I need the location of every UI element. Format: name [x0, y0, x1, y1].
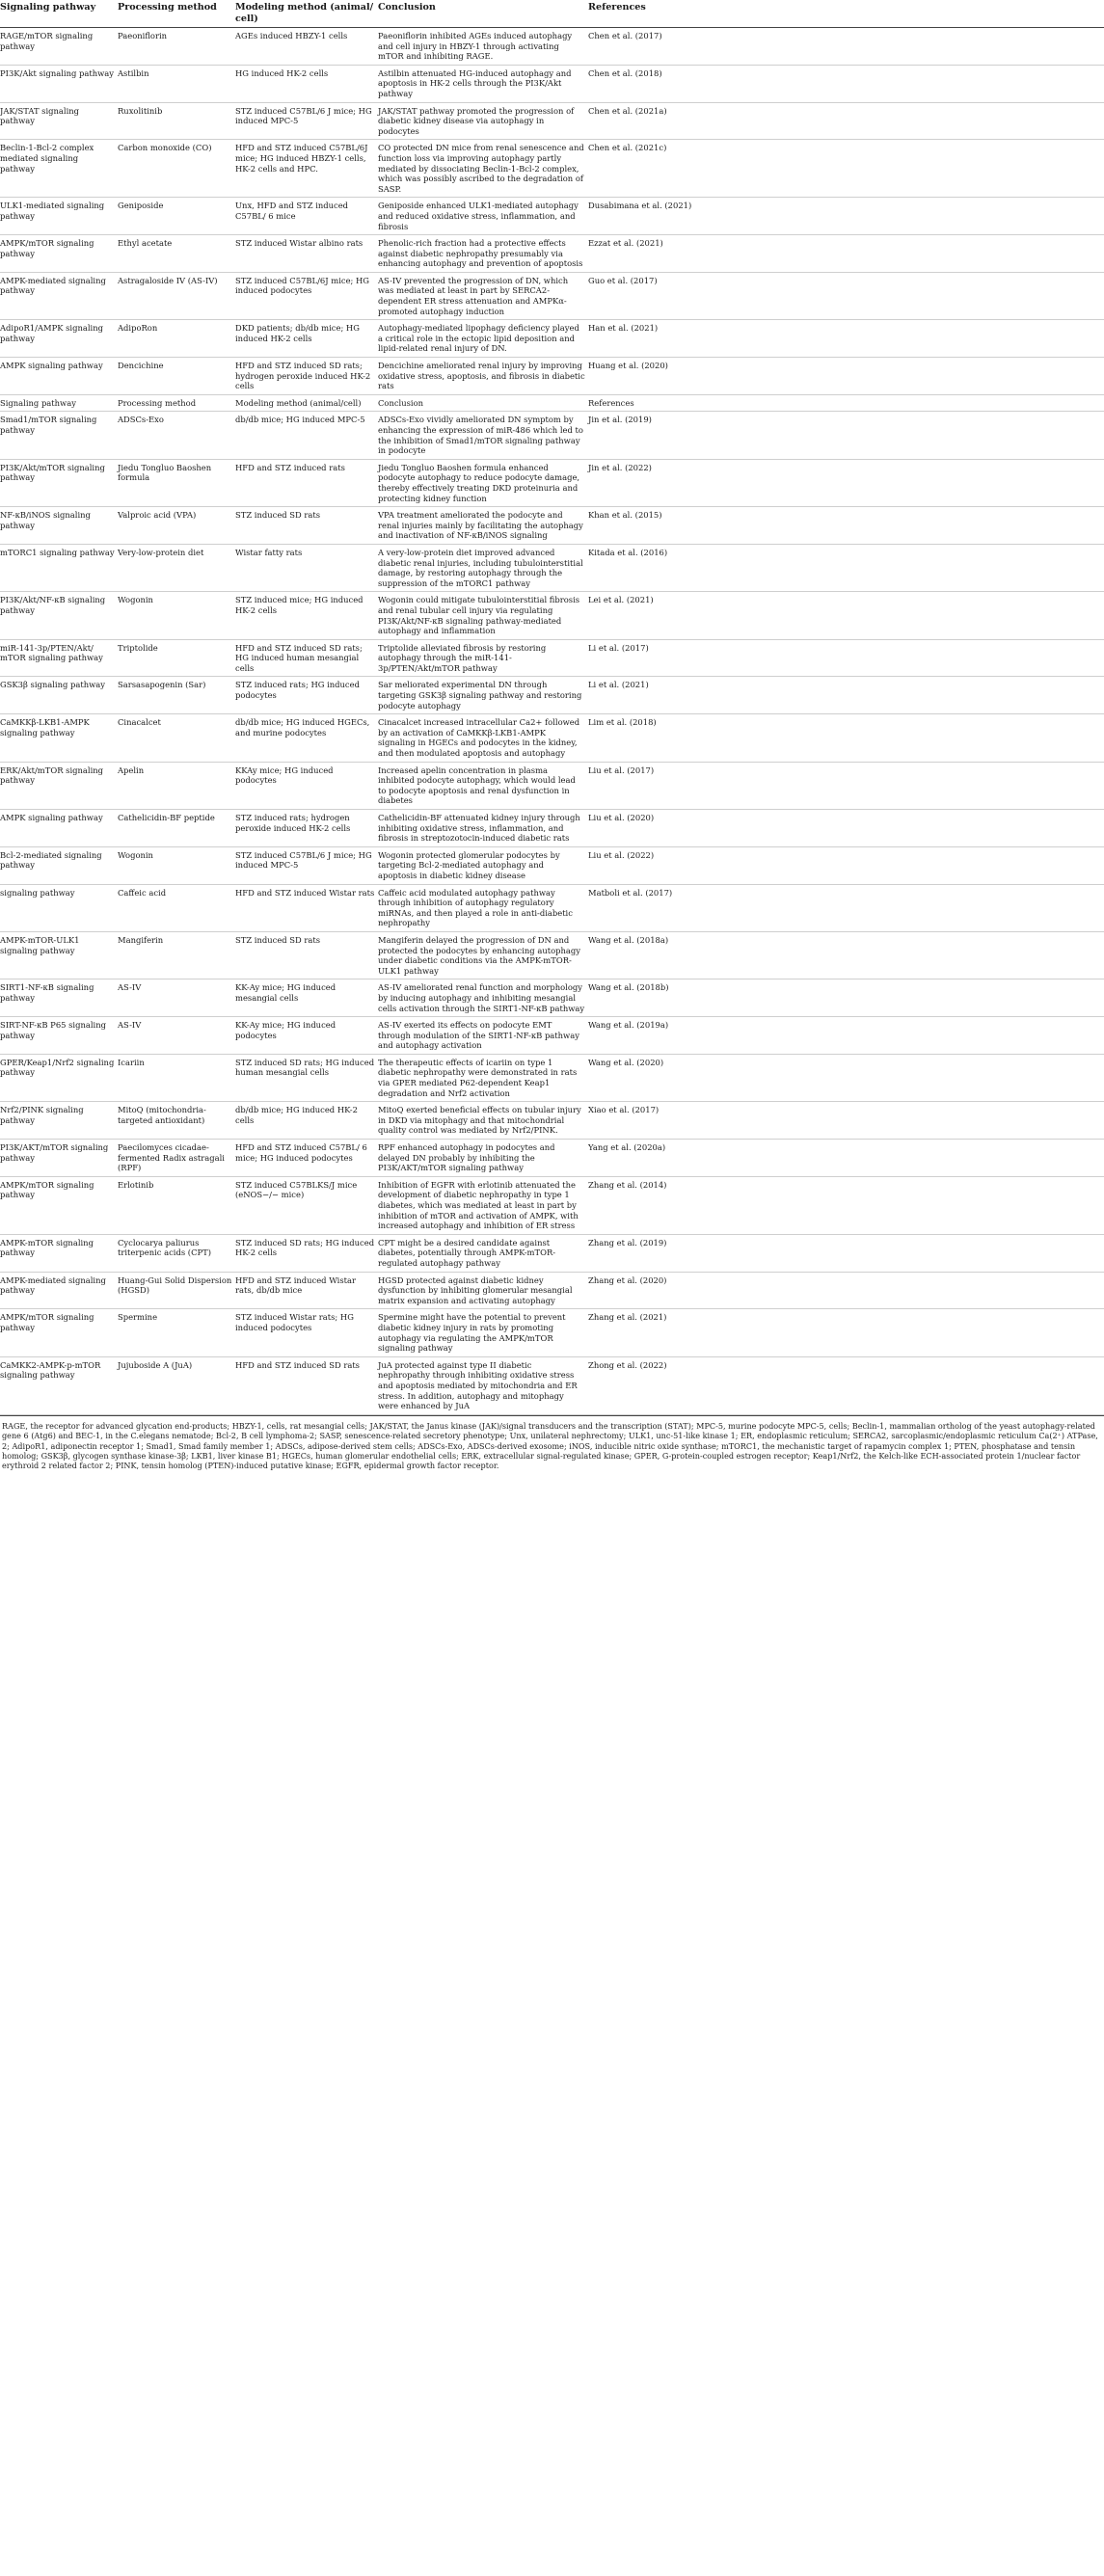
cell-signaling-pathway: AMPK/mTOR signaling pathway: [0, 1179, 94, 1200]
cell-reference: Wang et al. (2018a): [588, 934, 669, 945]
cell-signaling-pathway: Beclin-1-Bcl-2 complex mediated signaling pathway: [0, 143, 94, 174]
cell-processing-method: Caffeic acid: [118, 887, 167, 898]
cell-conclusion: The therapeutic effects of icariin on type 1 diabetic nephropathy were demonstrated in rats via GPER mediated P62-dependent Keap1 degradation and Nrf2 activation: [378, 1057, 578, 1098]
cell-processing-method: Jujuboside A (JuA): [118, 1359, 193, 1370]
table-row: [0, 931, 1104, 979]
cell-signaling-pathway: Smad1/mTOR signaling pathway: [0, 415, 97, 435]
cell-modeling-method: db/db mice; HG induced MPC-5: [235, 415, 365, 425]
cell-conclusion: ADSCs-Exo vividly ameliorated DN symptom by enhancing the expression of miR-486 which led to the inhibition of Smad1/mTOR signaling pathway in podocyte: [378, 415, 583, 456]
cell-reference: Lim et al. (2018): [588, 717, 657, 728]
table-row: [0, 1272, 1104, 1309]
cell-signaling-pathway: AMPK signaling pathway: [0, 813, 103, 822]
table-row: [0, 1102, 1104, 1140]
table-row: [0, 1176, 1104, 1234]
cell-conclusion: Cinacalcet increased intracellular Ca2+ followed by an activation of CaMKKβ-LKB1-AMPK signaling in HGECs and podocytes in the kidney, and then modulated apoptosis and autophagy: [378, 717, 580, 759]
cell-modeling-method: STZ induced Wistar rats; HG induced podocytes: [235, 1312, 354, 1332]
table-row: [0, 1140, 1104, 1177]
cell-processing-method: Valproic acid (VPA): [118, 510, 197, 521]
cell-conclusion: Wogonin protected glomerular podocytes by targeting Bcl-2-mediated autophagy and apoptosis in diabetic kidney disease: [378, 849, 560, 880]
cell-modeling-method: STZ induced rats; hydrogen peroxide induced HK-2 cells: [235, 813, 351, 833]
cell-processing-method: Huang-Gui Solid Dispersion (HGSD): [118, 1275, 232, 1296]
cell-reference: Liu et al. (2017): [588, 765, 655, 775]
table-row: [0, 102, 1104, 140]
table-row: [0, 235, 1104, 273]
cell-signaling-pathway: GPER/Keap1/Nrf2 signaling pathway: [0, 1057, 115, 1078]
cell-reference: Guo et al. (2017): [588, 275, 658, 285]
cell-processing-method: Paeoniflorin: [118, 31, 168, 40]
table-row: [0, 544, 1104, 591]
cell-modeling-method: STZ induced C57BLKS/J mice (eNOS−/− mice): [235, 1179, 358, 1200]
cell-conclusion: Triptolide alleviated fibrosis by restoring autophagy through the miR-141-3p/PTEN/Akt/mTOR pathway: [378, 642, 547, 673]
cell-modeling-method: STZ induced SD rats; HG induced HK-2 cells: [235, 1237, 375, 1258]
cell-processing-method: MitoQ (mitochondria-targeted antioxidant): [118, 1105, 206, 1125]
cell-reference: Kitada et al. (2016): [588, 547, 668, 557]
cell-signaling-pathway: AMPK signaling pathway: [0, 361, 103, 371]
cell-modeling-method: AGEs induced HBZY-1 cells: [235, 31, 348, 40]
cell-processing-method: Cinacalcet: [118, 717, 161, 728]
cell-conclusion: Spermine might have the potential to prevent diabetic kidney injury in rats by promoting autophagy via regulating the AMPK/mTOR signaling pathway: [378, 1312, 566, 1354]
cell-reference: References: [588, 397, 634, 408]
cell-modeling-method: KK-Ay mice; HG induced podocytes: [235, 1020, 337, 1040]
cell-processing-method: Wogonin: [118, 595, 153, 605]
cell-reference: Dusabimana et al. (2021): [588, 201, 692, 211]
cell-modeling-method: DKD patients; db/db mice; HG induced HK-2 cells: [235, 323, 360, 343]
cell-conclusion: Paeoniflorin inhibited AGEs induced autophagy and cell injury in HBZY-1 through activating mTOR and inhibiting RAGE.: [378, 31, 573, 62]
cell-signaling-pathway: AMPK-mTOR-ULK1 signaling pathway: [0, 934, 80, 955]
cell-modeling-method: STZ induced C57BL/6J mice; HG induced podocytes: [235, 275, 369, 296]
table-body: [0, 28, 1104, 1415]
cell-reference: Zhang et al. (2014): [588, 1179, 667, 1190]
cell-modeling-method: db/db mice; HG induced HGECs, and murine podocytes: [235, 717, 370, 738]
cell-reference: Liu et al. (2022): [588, 849, 655, 860]
cell-conclusion: Phenolic-rich fraction had a protective effects against diabetic nephropathy presumably via enhancing autophagy and prevention of apoptosis: [378, 238, 583, 269]
cell-reference: Zhang et al. (2020): [588, 1275, 667, 1285]
table-row: [0, 639, 1104, 677]
cell-modeling-method: KKAy mice; HG induced podocytes: [235, 765, 334, 786]
cell-reference: Jin et al. (2022): [588, 462, 652, 472]
cell-processing-method: Ruxolitinib: [118, 105, 163, 116]
header-processing-method: Processing method: [118, 0, 235, 28]
table-header: [0, 0, 1104, 28]
cell-modeling-method: HFD and STZ induced C57BL/ 6 mice; HG induced podocytes: [235, 1142, 367, 1163]
cell-conclusion: Cathelicidin-BF attenuated kidney injury through inhibiting oxidative stress, inflammation, and fibrosis in streptozotocin-induced diabetic rats: [378, 813, 580, 844]
cell-modeling-method: STZ induced C57BL/6 J mice; HG induced MPC-5: [235, 105, 372, 126]
table-row: [0, 979, 1104, 1017]
cell-reference: Lei et al. (2021): [588, 595, 654, 605]
cell-conclusion: MitoQ exerted beneficial effects on tubular injury in DKD via mitophagy and that mitochondrial quality control was mediated by Nrf2/PINK.: [378, 1105, 581, 1136]
table-footnote: RAGE, the receptor for advanced glycation end-products; HBZY-1, cells, rat mesangial cells; JAK/STAT, the Janus kinase (JAK)/signal transducers and the transcription (STAT); MPC-5, murine podocyte MPC-5, cells; Beclin-1, mammalian ortholog of the yeast autophagy-related gene 6 (Atg6) and BEC-1, in the C.elegans nematode; Bcl-2, B cell lymphoma-2; SASP, senescence-related secretory phenotype; Unx, unilateral nephrectomy; ULK1, unc-51-like kinase 1; ER, endoplasmic reticulum; SERCA2, sarcoplasmic/endoplasmic reticulum Ca(2⁺) ATPase, 2; AdipoR1, adiponectin receptor 1; Smad1, Smad family member 1; ADSCs, adipose-derived stem cells; ADSCs-Exo, ADSCs-derived exosome; iNOS, inducible nitric oxide synthase; mTORC1, the mechanistic target of rapamycin complex 1; PTEN, phosphatase and tensin homolog; GSK3β, glycogen synthase kinase-3β; LKB1, liver kinase B1; HGECs, human glomerular endothelial cells; ERK, extracellular signal-regulated kinase; GPER, G-protein-coupled estrogen receptor; Keap1/Nrf2, the Kelch-like ECH-associated protein 1/nuclear factor erythroid 2 related factor 2; PINK, tensin homolog (PTEN)-induced putative kinase; EGFR, epidermal growth factor receptor.: [0, 1415, 1104, 1471]
table-row: [0, 140, 1104, 198]
cell-signaling-pathway: AMPK-mediated signaling pathway: [0, 1275, 106, 1296]
cell-processing-method: Paecilomyces cicadae-fermented Radix astragali (RPF): [118, 1142, 225, 1173]
cell-conclusion: Geniposide enhanced ULK1-mediated autophagy and reduced oxidative stress, inflammation, and fibrosis: [378, 201, 579, 231]
cell-modeling-method: Modeling method (animal/cell): [235, 397, 362, 408]
cell-signaling-pathway: CaMKK2-AMPK-p-mTOR signaling pathway: [0, 1359, 101, 1381]
cell-signaling-pathway: SIRT1-NF-κB signaling pathway: [0, 982, 94, 1003]
cell-processing-method: Very-low-protein diet: [118, 547, 204, 557]
cell-processing-method: Cathelicidin-BF peptide: [118, 813, 215, 822]
table-row: [0, 846, 1104, 884]
cell-processing-method: Carbon monoxide (CO): [118, 143, 212, 153]
cell-reference: Xiao et al. (2017): [588, 1105, 660, 1115]
cell-signaling-pathway: mTORC1 signaling pathway: [0, 547, 115, 557]
cell-processing-method: ADSCs-Exo: [118, 415, 164, 425]
cell-processing-method: Astilbin: [118, 67, 149, 78]
cell-reference: Matboli et al. (2017): [588, 887, 673, 898]
cell-conclusion: CO protected DN mice from renal senescence and function loss via improving autophagy partly mediated by dissociating Beclin-1-Bcl-2 complex, which was possibly ascribed to the degradation of SASP.: [378, 143, 584, 194]
table-row: [0, 1309, 1104, 1356]
cell-signaling-pathway: AMPK-mediated signaling pathway: [0, 275, 106, 296]
cell-signaling-pathway: Signaling pathway: [0, 397, 76, 408]
cell-processing-method: AdipoRon: [118, 323, 158, 334]
cell-processing-method: Sarsasapogenin (Sar): [118, 680, 206, 690]
cell-signaling-pathway: miR-141-3p/PTEN/Akt/ mTOR signaling pathway: [0, 642, 103, 663]
cell-modeling-method: HFD and STZ induced rats: [235, 462, 345, 472]
repeated-header-row: [0, 394, 1104, 412]
table-row: [0, 714, 1104, 762]
cell-modeling-method: STZ induced SD rats: [235, 510, 321, 521]
cell-conclusion: HGSD protected against diabetic kidney dysfunction by inhibiting glomerular mesangial matrix expansion and activating autophagy: [378, 1275, 573, 1305]
cell-reference: Yang et al. (2020a): [588, 1142, 666, 1153]
cell-conclusion: AS-IV prevented the progression of DN, which was mediated at least in part by SERCA2-dependent ER stress attenuation and AMPKα-promoted autophagy induction: [378, 275, 569, 316]
cell-conclusion: A very-low-protein diet improved advanced diabetic renal injuries, including tubulointerstitial damage, by restoring autophagy through the suppression of the mTORC1 pathway: [378, 547, 583, 588]
cell-conclusion: AS-IV exerted its effects on podocyte EMT through modulation of the SIRT1-NF-κB pathway and autophagy activation: [378, 1020, 579, 1051]
cell-processing-method: Apelin: [118, 765, 145, 775]
cell-processing-method: Geniposide: [118, 201, 164, 211]
cell-reference: Zhang et al. (2019): [588, 1237, 667, 1248]
cell-reference: Wang et al. (2018b): [588, 982, 669, 993]
cell-reference: Chen et al. (2021a): [588, 105, 667, 116]
table-row: [0, 677, 1104, 714]
cell-signaling-pathway: AdipoR1/AMPK signaling pathway: [0, 323, 103, 343]
cell-reference: Zhong et al. (2022): [588, 1359, 667, 1370]
cell-reference: Wang et al. (2020): [588, 1057, 664, 1067]
cell-processing-method: AS-IV: [118, 1020, 142, 1031]
cell-reference: Liu et al. (2020): [588, 813, 655, 822]
cell-processing-method: Jiedu Tongluo Baoshen formula: [118, 462, 212, 483]
cell-signaling-pathway: Nrf2/PINK signaling pathway: [0, 1105, 84, 1125]
cell-processing-method: AS-IV: [118, 982, 142, 993]
cell-signaling-pathway: AMPK/mTOR signaling pathway: [0, 1312, 94, 1332]
table-row: [0, 1054, 1104, 1101]
cell-reference: Jin et al. (2019): [588, 415, 652, 425]
cell-signaling-pathway: PI3K/Akt/mTOR signaling pathway: [0, 462, 105, 483]
cell-conclusion: Astilbin attenuated HG-induced autophagy and apoptosis in HK-2 cells through the PI3K/Akt pathway: [378, 67, 572, 98]
cell-conclusion: Caffeic acid modulated autophagy pathway through inhibition of autophagy regulatory miRNAs, and then played a role in anti-diabetic nephropathy: [378, 887, 573, 928]
cell-conclusion: Conclusion: [378, 397, 424, 408]
cell-signaling-pathway: RAGE/mTOR signaling pathway: [0, 31, 94, 51]
cell-signaling-pathway: JAK/STAT signaling pathway: [0, 105, 80, 126]
table-row: [0, 198, 1104, 235]
table-row: [0, 459, 1104, 506]
cell-conclusion: Wogonin could mitigate tubulointerstitial fibrosis and renal tubular cell injury via regulating PI3K/Akt/NF-κB signaling pathway-mediated autophagy and inflammation: [378, 595, 580, 636]
cell-modeling-method: HFD and STZ induced SD rats: [235, 1359, 360, 1370]
cell-signaling-pathway: CaMKKβ-LKB1-AMPK signaling pathway: [0, 717, 90, 738]
table-row: [0, 412, 1104, 459]
cell-conclusion: Sar meliorated experimental DN through targeting GSK3β signaling pathway and restoring podocyte autophagy: [378, 680, 582, 711]
cell-signaling-pathway: ERK/Akt/mTOR signaling pathway: [0, 765, 104, 786]
cell-conclusion: JuA protected against type II diabetic nephropathy through inhibiting oxidative stress and apoptosis mediated by mitochondria and ER stress. In addition, autophagy and mitophagy were enhanced by JuA: [378, 1359, 578, 1411]
table-row: [0, 592, 1104, 639]
cell-processing-method: Astragaloside IV (AS-IV): [118, 275, 218, 285]
cell-reference: Khan et al. (2015): [588, 510, 662, 521]
cell-conclusion: CPT might be a desired candidate against diabetes, potentially through AMPK-mTOR-regulated autophagy pathway: [378, 1237, 556, 1268]
cell-signaling-pathway: NF-κB/iNOS signaling pathway: [0, 510, 91, 530]
cell-reference: Ezzat et al. (2021): [588, 238, 663, 249]
cell-modeling-method: db/db mice; HG induced HK-2 cells: [235, 1105, 358, 1125]
cell-reference: Zhang et al. (2021): [588, 1312, 667, 1323]
table-row: [0, 810, 1104, 847]
cell-signaling-pathway: Bcl-2-mediated signaling pathway: [0, 849, 102, 871]
table-row: [0, 1017, 1104, 1055]
cell-signaling-pathway: ULK1-mediated signaling pathway: [0, 201, 105, 221]
table-row: [0, 28, 1104, 66]
table-row: [0, 358, 1104, 395]
cell-modeling-method: HG induced HK-2 cells: [235, 67, 329, 78]
cell-signaling-pathway: signaling pathway: [0, 887, 75, 898]
cell-signaling-pathway: PI3K/AKT/mTOR signaling pathway: [0, 1142, 109, 1163]
cell-modeling-method: STZ induced SD rats; HG induced human mesangial cells: [235, 1057, 375, 1078]
cell-modeling-method: STZ induced Wistar albino rats: [235, 238, 364, 249]
cell-conclusion: AS-IV ameliorated renal function and morphology by inducing autophagy and inhibiting mesangial cells activation through the SIRT1-NF-κB pathway: [378, 982, 585, 1013]
cell-processing-method: Spermine: [118, 1312, 158, 1323]
cell-modeling-method: STZ induced rats; HG induced podocytes: [235, 680, 360, 701]
table-row: [0, 320, 1104, 358]
header-modeling-method: Modeling method (animal/ cell): [235, 0, 378, 28]
cell-conclusion: Inhibition of EGFR with erlotinib attenuated the development of diabetic nephropathy in type 1 diabetes, which was mediated at least in part by inhibition of mTOR and activation of AMPK, with increased autophagy and inhibition of ER stress: [378, 1179, 579, 1231]
cell-conclusion: JAK/STAT pathway promoted the progression of diabetic kidney disease via autophagy in podocytes: [378, 105, 575, 136]
cell-processing-method: Processing method: [118, 397, 197, 408]
table-row: [0, 507, 1104, 545]
header-signaling-pathway: Signaling pathway: [0, 0, 118, 28]
cell-reference: Li et al. (2017): [588, 642, 649, 653]
cell-processing-method: Ethyl acetate: [118, 238, 173, 249]
cell-modeling-method: KK-Ay mice; HG induced mesangial cells: [235, 982, 337, 1003]
cell-processing-method: Mangiferin: [118, 934, 164, 945]
table-row: [0, 65, 1104, 102]
cell-signaling-pathway: SIRT-NF-κB P65 signaling pathway: [0, 1020, 106, 1040]
cell-processing-method: Cyclocarya paliurus triterpenic acids (CPT): [118, 1237, 211, 1258]
cell-modeling-method: HFD and STZ induced Wistar rats, db/db mice: [235, 1275, 357, 1296]
cell-processing-method: Wogonin: [118, 849, 153, 860]
cell-reference: Chen et al. (2017): [588, 31, 662, 40]
cell-modeling-method: Unx, HFD and STZ induced C57BL/ 6 mice: [235, 201, 349, 221]
cell-conclusion: RPF enhanced autophagy in podocytes and delayed DN probably by inhibiting the PI3K/AKT/mTOR signaling pathway: [378, 1142, 555, 1173]
header-conclusion: Conclusion: [378, 0, 588, 28]
cell-conclusion: Mangiferin delayed the progression of DN and protected the podocytes by enhancing autophagy under diabetic conditions via the AMPK-mTOR-ULK1 pathway: [378, 934, 580, 976]
cell-modeling-method: HFD and STZ induced C57BL/6J mice; HG induced HBZY-1 cells, HK-2 cells and HPC.: [235, 143, 368, 174]
table-row: [0, 1234, 1104, 1272]
header-row: [0, 0, 1104, 28]
cell-modeling-method: Wistar fatty rats: [235, 547, 303, 557]
cell-reference: Li et al. (2021): [588, 680, 649, 690]
cell-modeling-method: STZ induced SD rats: [235, 934, 321, 945]
cell-processing-method: Icariin: [118, 1057, 145, 1067]
cell-modeling-method: HFD and STZ induced SD rats; hydrogen peroxide induced HK-2 cells: [235, 361, 371, 391]
cell-signaling-pathway: AMPK-mTOR signaling pathway: [0, 1237, 94, 1258]
cell-reference: Huang et al. (2020): [588, 361, 668, 371]
cell-reference: Wang et al. (2019a): [588, 1020, 669, 1031]
cell-modeling-method: STZ induced C57BL/6 J mice; HG induced MPC-5: [235, 849, 372, 871]
cell-conclusion: Increased apelin concentration in plasma inhibited podocyte autophagy, which would lead to podocyte apoptosis and renal dysfunction in diabetes: [378, 765, 576, 806]
cell-conclusion: Dencichine ameliorated renal injury by improving oxidative stress, apoptosis, and fibrosis in diabetic rats: [378, 361, 585, 391]
table-row: [0, 762, 1104, 809]
cell-processing-method: Triptolide: [118, 642, 158, 653]
cell-processing-method: Dencichine: [118, 361, 164, 371]
cell-modeling-method: HFD and STZ induced SD rats; HG induced human mesangial cells: [235, 642, 363, 673]
cell-signaling-pathway: PI3K/Akt signaling pathway: [0, 67, 115, 78]
cell-signaling-pathway: GSK3β signaling pathway: [0, 680, 106, 690]
header-references: References: [588, 0, 1104, 28]
table-row: [0, 1356, 1104, 1414]
cell-conclusion: VPA treatment ameliorated the podocyte and renal injuries mainly by facilitating the autophagy and inactivation of NF-κB/iNOS signaling: [378, 510, 583, 541]
cell-processing-method: Erlotinib: [118, 1179, 154, 1190]
cell-modeling-method: HFD and STZ induced Wistar rats: [235, 887, 375, 898]
table-row: [0, 884, 1104, 931]
cell-reference: Chen et al. (2018): [588, 67, 662, 78]
table-row: [0, 272, 1104, 319]
cell-conclusion: Autophagy-mediated lipophagy deficiency played a critical role in the ectopic lipid deposition and lipid-related renal injury of DN.: [378, 323, 579, 354]
cell-signaling-pathway: PI3K/Akt/NF-κB signaling pathway: [0, 595, 106, 615]
cell-conclusion: Jiedu Tongluo Baoshen formula enhanced podocyte autophagy to reduce podocyte damage, thereby effectively treating DKD proteinuria and protecting kidney function: [378, 462, 580, 503]
cell-modeling-method: STZ induced mice; HG induced HK-2 cells: [235, 595, 364, 615]
cell-reference: Han et al. (2021): [588, 323, 659, 334]
cell-signaling-pathway: AMPK/mTOR signaling pathway: [0, 238, 94, 258]
cell-reference: Chen et al. (2021c): [588, 143, 667, 153]
